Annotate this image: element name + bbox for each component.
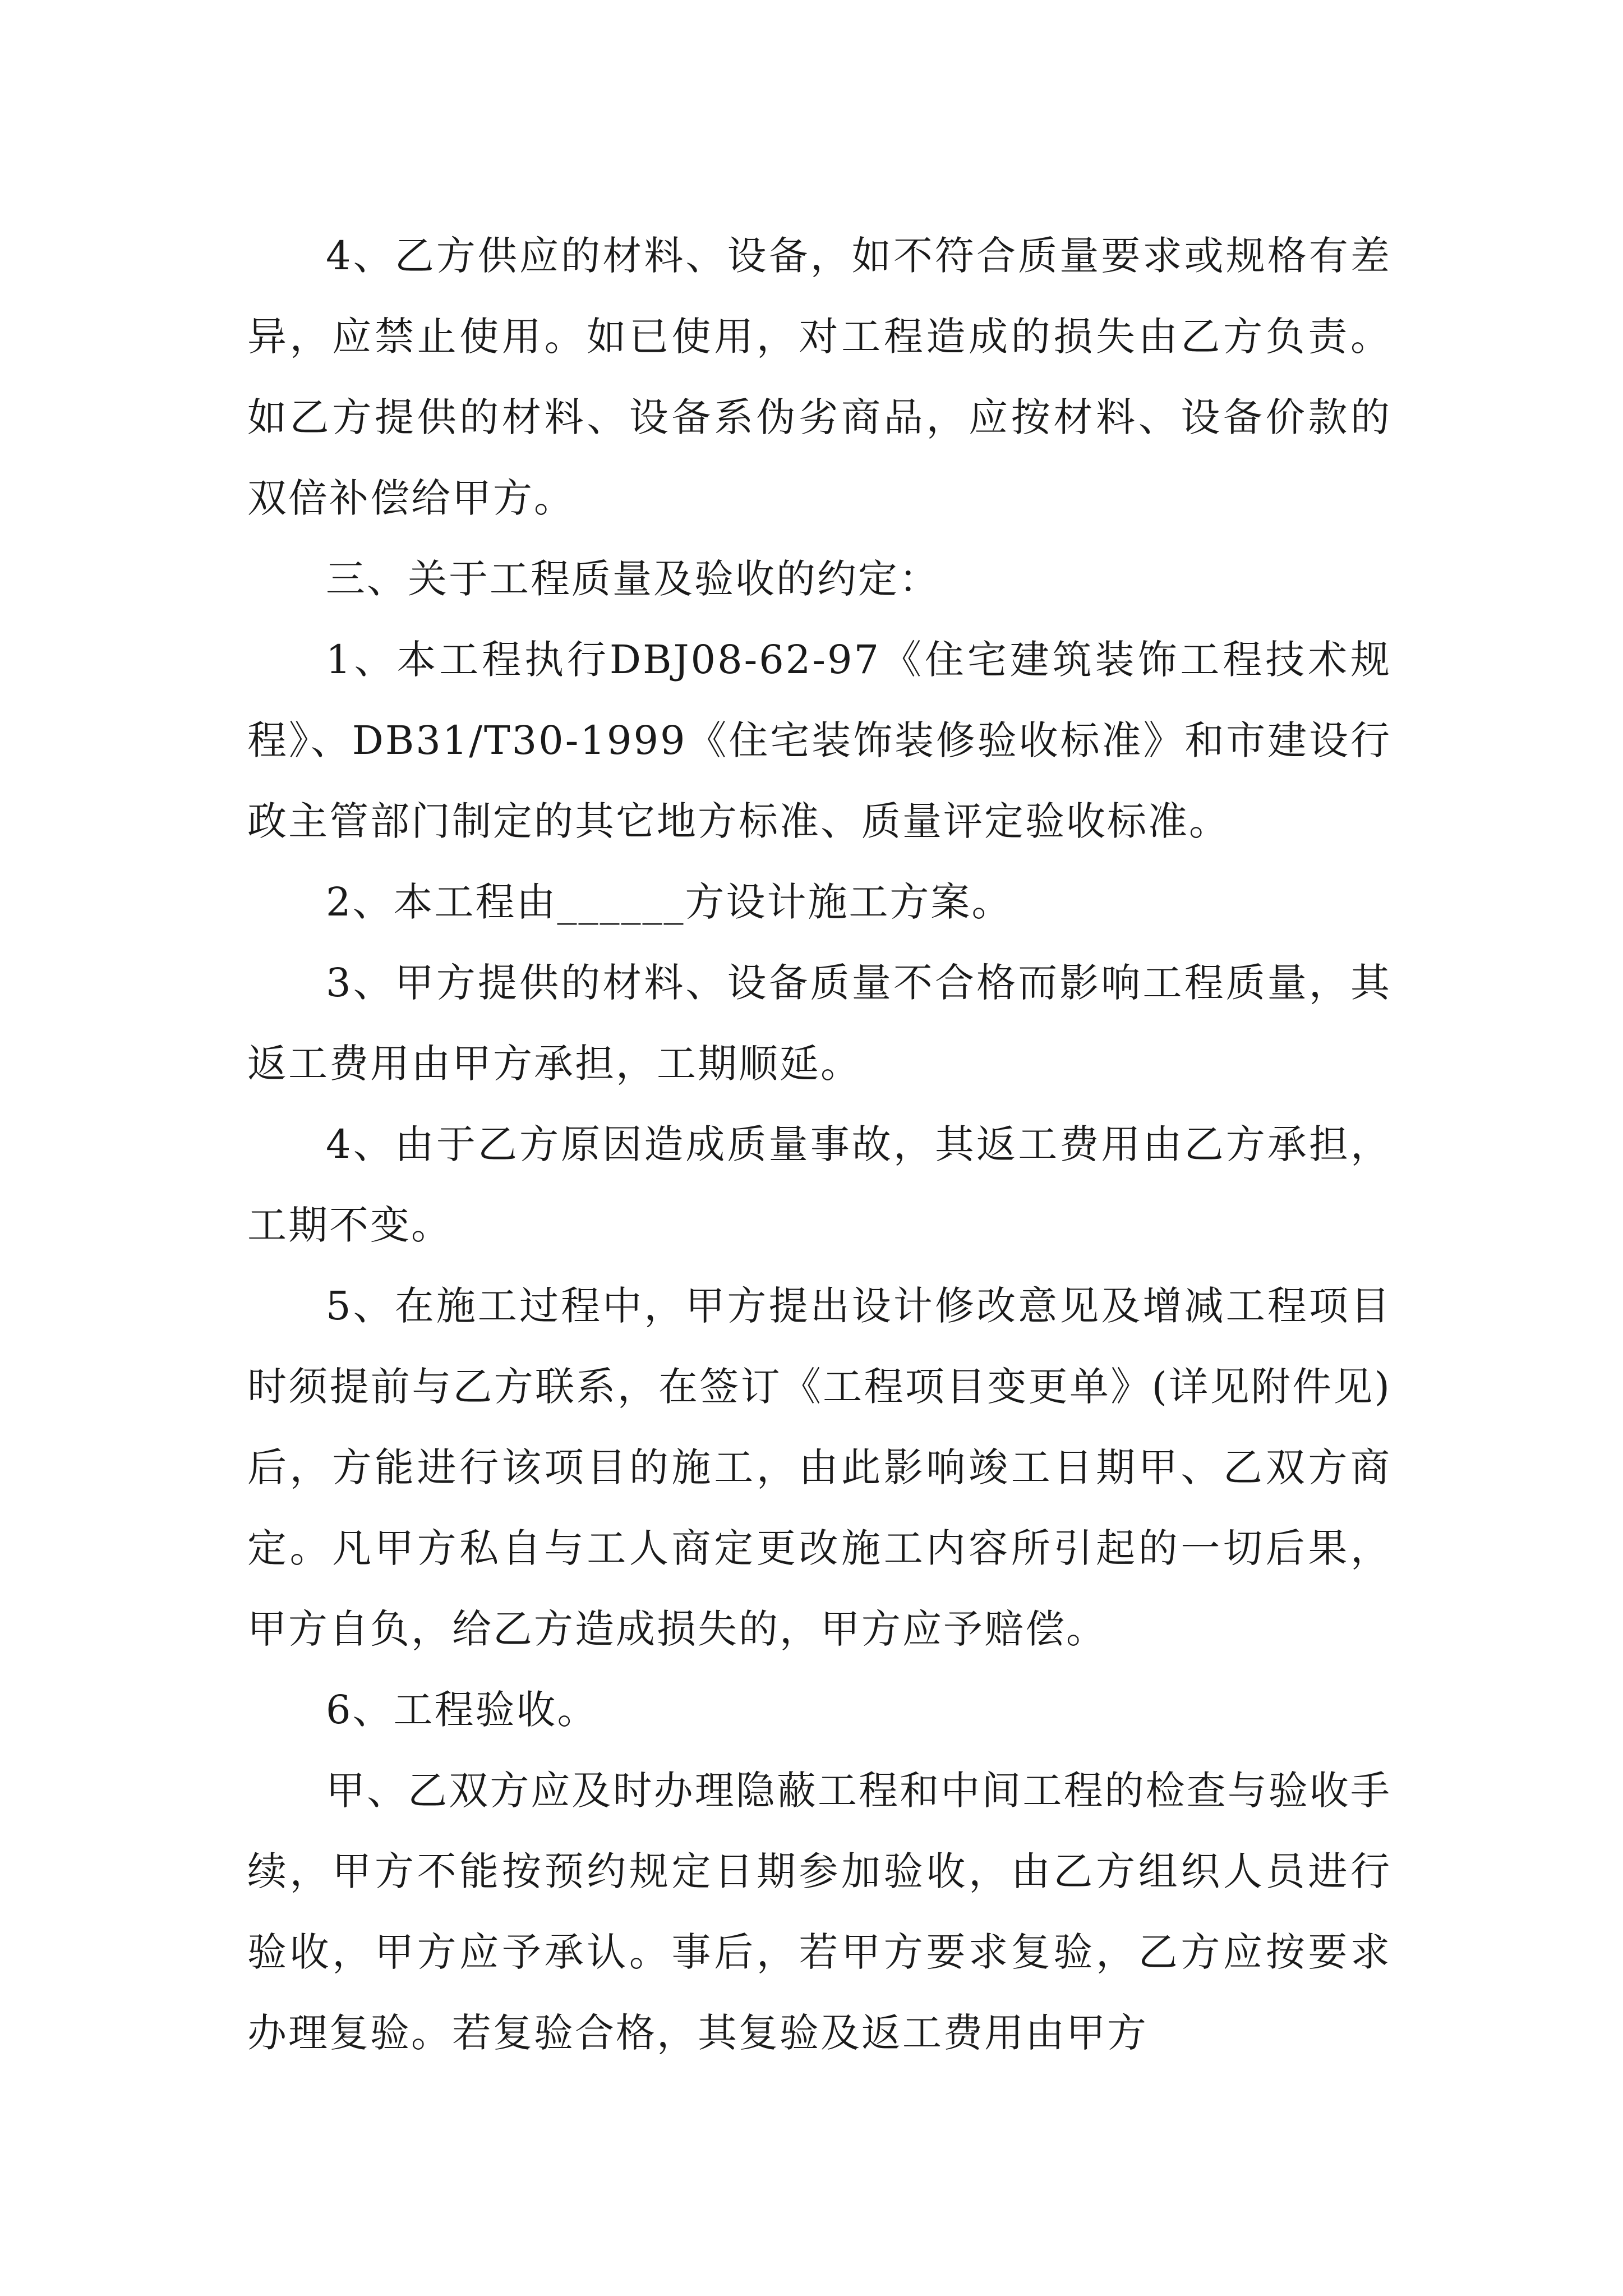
section-heading-quality-acceptance: 三、关于工程质量及验收的约定： [326,556,940,602]
paragraph-design-changes: 5、在施工过程中，甲方提出设计修改意见及增减工程项目时须提前与乙方联系，在签订《工程项目变更单》(详见附件见)后，方能进行该项目的施工，由此影响竣工日期甲、乙双方商定。凡甲方私自与工人商定更改施工内容所引起的一切后果，甲方自负，给乙方造成损失的，甲方应予赔偿。 [247,1283,1391,1652]
paragraph-design-party: 2、本工程由______方设计施工方案。 [326,879,1013,925]
paragraph-party-b-accidents: 4、由于乙方原因造成质量事故，其返工费用由乙方承担，工期不变。 [247,1121,1391,1248]
paragraph-material-supply: 4、乙方供应的材料、设备，如不符合质量要求或规格有差异，应禁止使用。如已使用，对工程造成的损失由乙方负责。如乙方提供的材料、设备系伪劣商品，应按材料、设备价款的双倍补偿给甲方。 [247,233,1391,521]
paragraph-acceptance-procedure: 甲、乙双方应及时办理隐蔽工程和中间工程的检查与验收手续，甲方不能按预约规定日期参加验收，由乙方组织人员进行验收，甲方应予承认。事后，若甲方要求复验，乙方应按要求办理复验。若复验合格，其复验及返工费用由甲方 [247,1768,1391,2056]
document-body [247,215,1391,2073]
paragraph-party-a-materials: 3、甲方提供的材料、设备质量不合格而影响工程质量，其返工费用由甲方承担，工期顺延。 [247,960,1391,1087]
paragraph-acceptance-heading: 6、工程验收。 [326,1687,598,1733]
paragraph-standards: 1、本工程执行DBJ08-62-97《住宅建筑装饰工程技术规程》、DB31/T30-1999《住宅装饰装修验收标准》和市建设行政主管部门制定的其它地方标准、质量评定验收标准。 [247,637,1391,844]
